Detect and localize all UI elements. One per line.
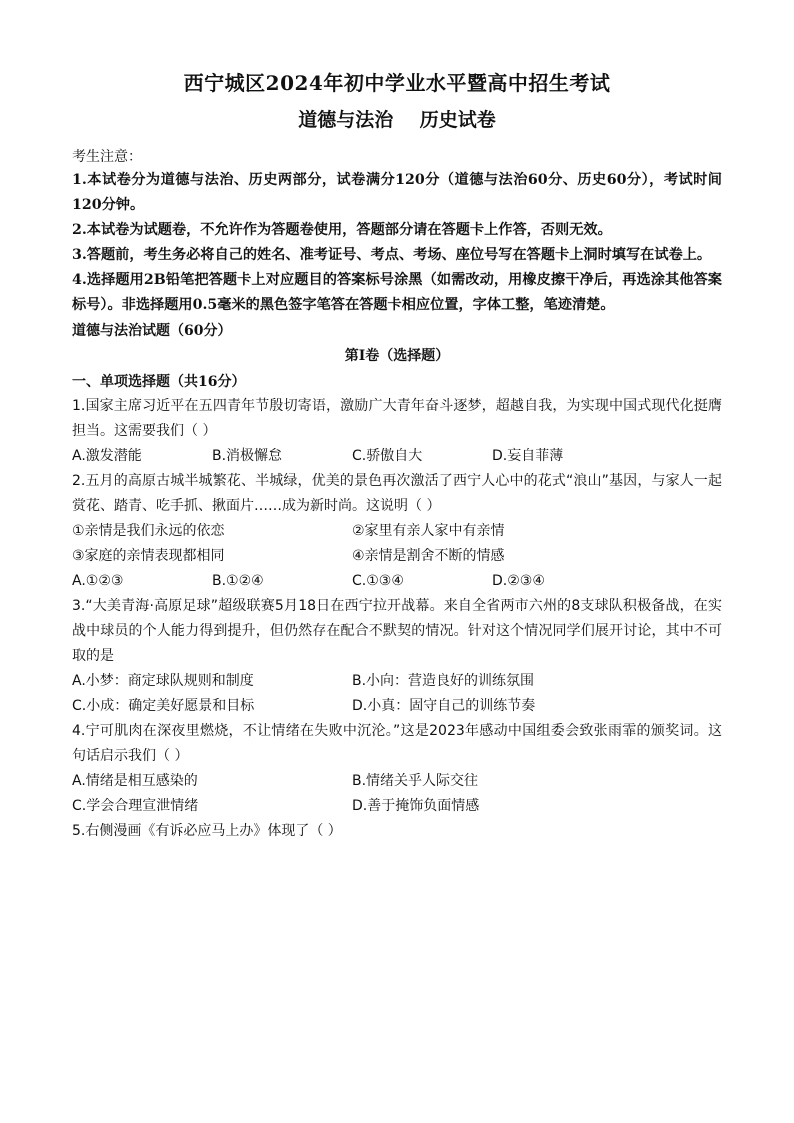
exam-title: 西宁城区2024年初中学业水平暨高中招生考试 (183, 71, 611, 95)
statement: ②家里有亲人家中有亲情 (352, 523, 505, 539)
option: C.小成：确定美好愿景和目标 (72, 698, 255, 714)
question-stem: 3.“大美青海·高原足球”超级联赛5月18日在西宁拉开战幕。来自全省两市六州的8支球队积极备战，在实战中球员的个人能力得到提升，但仍然存在配合不默契的情况。针对这个情况同学们展开讨论，其中不可取的是 (72, 598, 722, 664)
exam-subtitle: 道德与法治 历史试卷 (298, 109, 496, 131)
option: C.①③④ (352, 573, 404, 589)
notice-item: 2.本试卷为试题卷，不允许作为答题卷使用，答题部分请在答题卡上作答，否则无效。 (72, 222, 612, 238)
option: B.消极懈怠 (212, 448, 283, 464)
option: A.情绪是相互感染的 (72, 773, 198, 789)
statement: ④亲情是割舍不断的情感 (352, 548, 505, 564)
statement: ③家庭的亲情表现都相同 (72, 548, 225, 564)
notice-list (72, 168, 722, 318)
option: B.情绪关乎人际交往 (352, 773, 479, 789)
question-stem: 2.五月的高原古城半城繁花、半城绿，优美的景色再次激活了西宁人心中的花式“浪山”基因，与家人一起赏花、踏青、吃手抓、揪面片……成为新时尚。这说明（ ） (72, 473, 722, 514)
question-stem: 5.右侧漫画《有诉必应马上办》体现了（ ） (72, 823, 342, 839)
option: D.②③④ (492, 573, 545, 589)
option: C.学会合理宣泄情绪 (72, 798, 199, 814)
option: D.妄自菲薄 (492, 448, 564, 464)
option: A.①②③ (72, 573, 124, 589)
option: B.小向：营造良好的训练氛围 (352, 673, 535, 689)
notice-label: 考生注意： (72, 149, 142, 165)
option: D.善于掩饰负面情感 (352, 798, 480, 814)
notice-item: 1.本试卷分为道德与法治、历史两部分，试卷满分120分（道德与法治60分、历史60分），考试时间120分钟。 (72, 172, 722, 213)
option: C.骄傲自大 (352, 448, 423, 464)
question-options (72, 669, 722, 719)
notice-item: 4.选择题用2B铅笔把答题卡上对应题目的答案标号涂黑（如需改动，用橡皮擦干净后，再选涂其他答案标号）。非选择题用0.5毫米的黑色签字笔答在答题卡相应位置，字体工整，笔迹清楚。 (72, 272, 722, 313)
group-heading: 一、单项选择题（共16分） (72, 374, 246, 390)
question-statements (72, 519, 722, 569)
question-options (72, 569, 722, 594)
section-heading: 道德与法治试题（60分） (72, 323, 232, 339)
question-options (72, 769, 722, 819)
option: A.激发潜能 (72, 448, 142, 464)
question-stem: 1.国家主席习近平在五四青年节殷切寄语，激励广大青年奋斗逐梦，超越自我，为实现中国式现代化挺膺担当。这需要我们（ ） (72, 398, 722, 439)
statement: ①亲情是我们永远的依恋 (72, 523, 225, 539)
option: D.小真：固守自己的训练节奏 (352, 698, 536, 714)
option: A.小梦：商定球队规则和制度 (72, 673, 254, 689)
part-heading: 第Ⅰ卷（选择题） (344, 348, 450, 364)
option: B.①②④ (212, 573, 264, 589)
notice-item: 3.答题前，考生务必将自己的姓名、准考证号、考点、考场、座位号写在答题卡上洞时填写在试卷上。 (72, 247, 712, 263)
question-stem: 4.宁可肌肉在深夜里燃烧，不让情绪在失败中沉沦。”这是2023年感动中国组委会致张雨霏的颁奖词。这句话启示我们（ ） (72, 723, 722, 764)
question-options (72, 444, 722, 469)
